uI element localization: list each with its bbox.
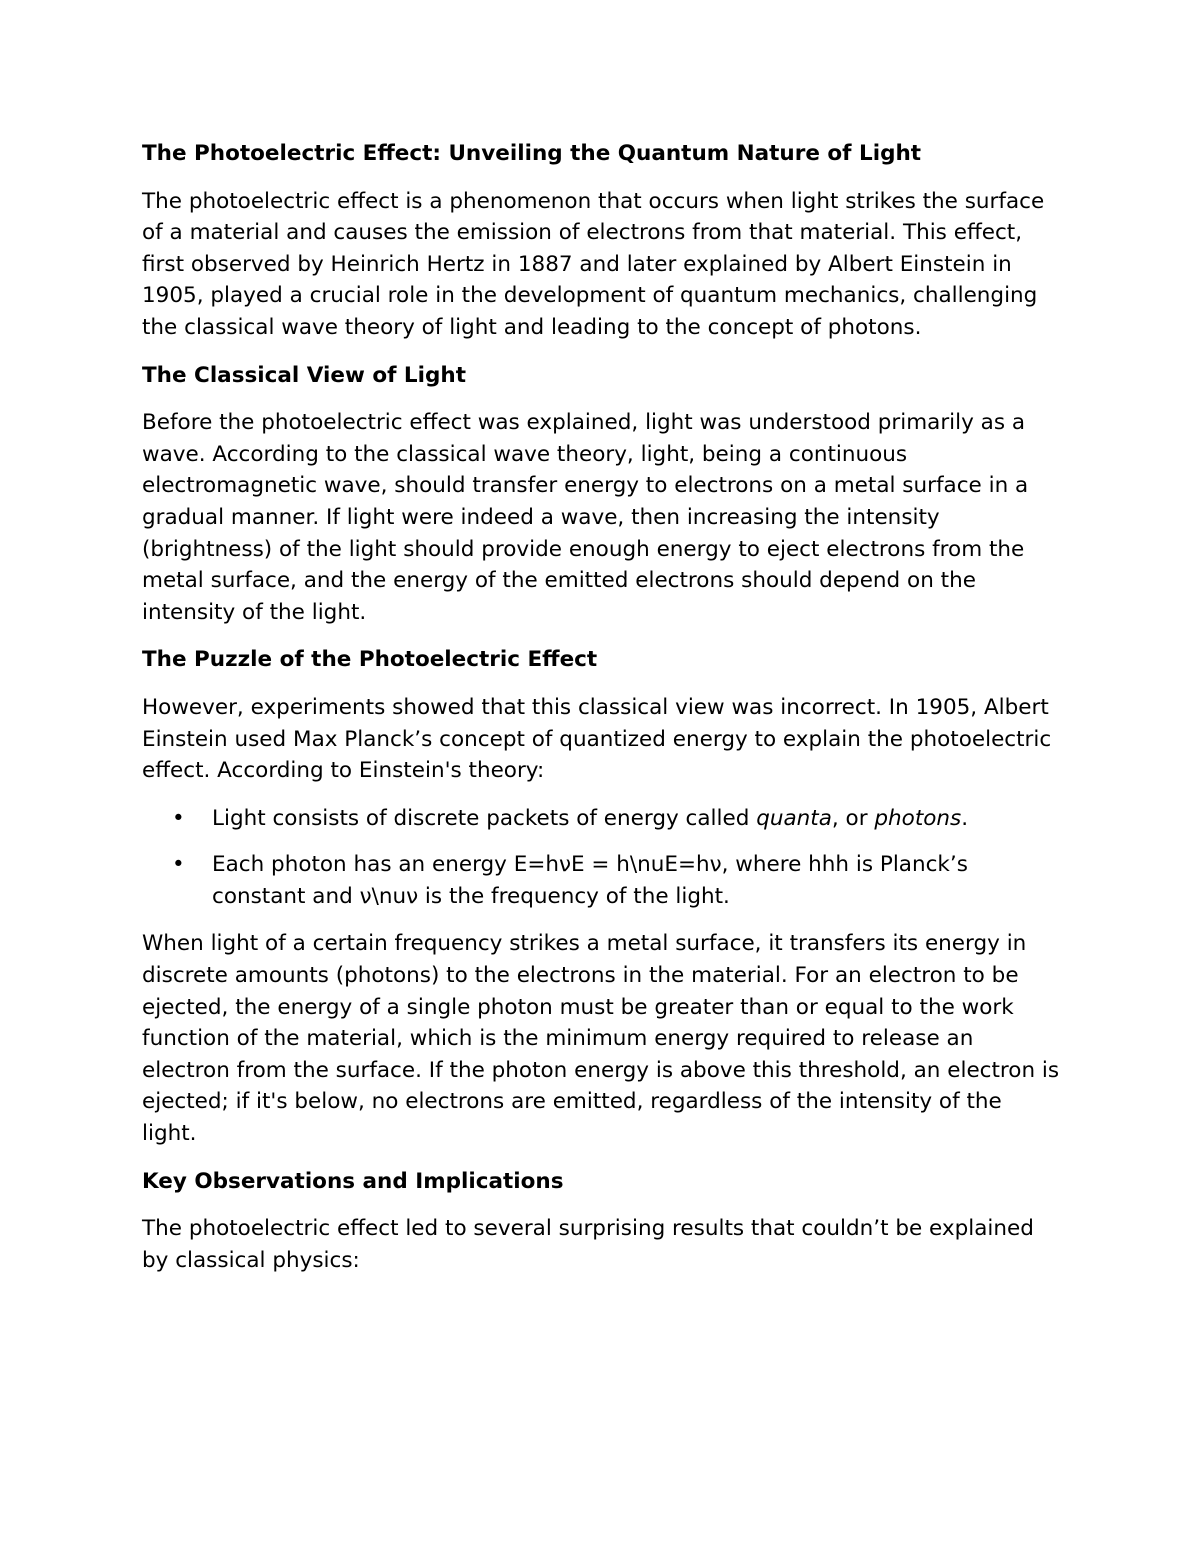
section-heading-key-observations: Key Observations and Implications [142, 1168, 564, 1194]
section-heading-puzzle: The Puzzle of the Photoelectric Effect [142, 647, 598, 673]
einstein-theory-list [142, 803, 1062, 913]
document-page [142, 138, 1062, 1292]
list-item-text: Each photon has an energy E=hνE = h\nuE=hν, where hhh is Planck’s constant and ν\nuν is the frequency of the light. [212, 852, 968, 909]
intro-paragraph: The photoelectric effect is a phenomenon that occurs when light strikes the surface of a material and causes the emission of electrons from that material. This effect, first observed by Heinrich Hertz in 1887 and later explained by Albert Einstein in 1905, played a crucial role in the development of quantum mechanics, challenging the classical wave theory of light and leading to the concept of photons. [142, 188, 1045, 340]
classical-view-paragraph: Before the photoelectric effect was explained, light was understood primarily as a wave. According to the classical wave theory, light, being a continuous electromagnetic wave, should transfer energy to electrons on a metal surface in a gradual manner. If light were indeed a wave, then increasing the intensity (brightness) of the light should provide enough energy to eject electrons from the metal surface, and the energy of the emitted electrons should depend on the intensity of the light. [142, 410, 1029, 625]
bullet-icon: • [172, 805, 185, 831]
section-heading-classical-view: The Classical View of Light [142, 362, 466, 388]
emphasis-quanta: quanta [756, 805, 832, 831]
list-item-text: Light consists of discrete packets of energy called [212, 805, 757, 831]
key-observations-paragraph: The photoelectric effect led to several surprising results that couldn’t be explained by classical physics: [142, 1216, 1034, 1273]
list-item [142, 803, 1062, 835]
photon-energy-paragraph: When light of a certain frequency strikes a metal surface, it transfers its energy in discrete amounts (photons) to the electrons in the material. For an electron to be ejected, the energy of a single photon must be greater than or equal to the work function of the material, which is the minimum energy required to release an electron from the surface. If the photon energy is above this threshold, an electron is ejected; if it's below, no electrons are emitted, regardless of the intensity of the light. [142, 931, 1060, 1147]
list-item-text: . [961, 805, 969, 831]
document-title: The Photoelectric Effect: Unveiling the Quantum Nature of Light [142, 141, 922, 166]
bullet-icon: • [172, 852, 185, 878]
list-item-text: , or [831, 805, 875, 831]
list-item [142, 849, 1062, 912]
emphasis-photons: photons [874, 805, 962, 831]
puzzle-paragraph: However, experiments showed that this classical view was incorrect. In 1905, Albert Einstein used Max Planck’s concept of quantized energy to explain the photoelectric effect. According to Einstein's theory: [142, 694, 1052, 784]
